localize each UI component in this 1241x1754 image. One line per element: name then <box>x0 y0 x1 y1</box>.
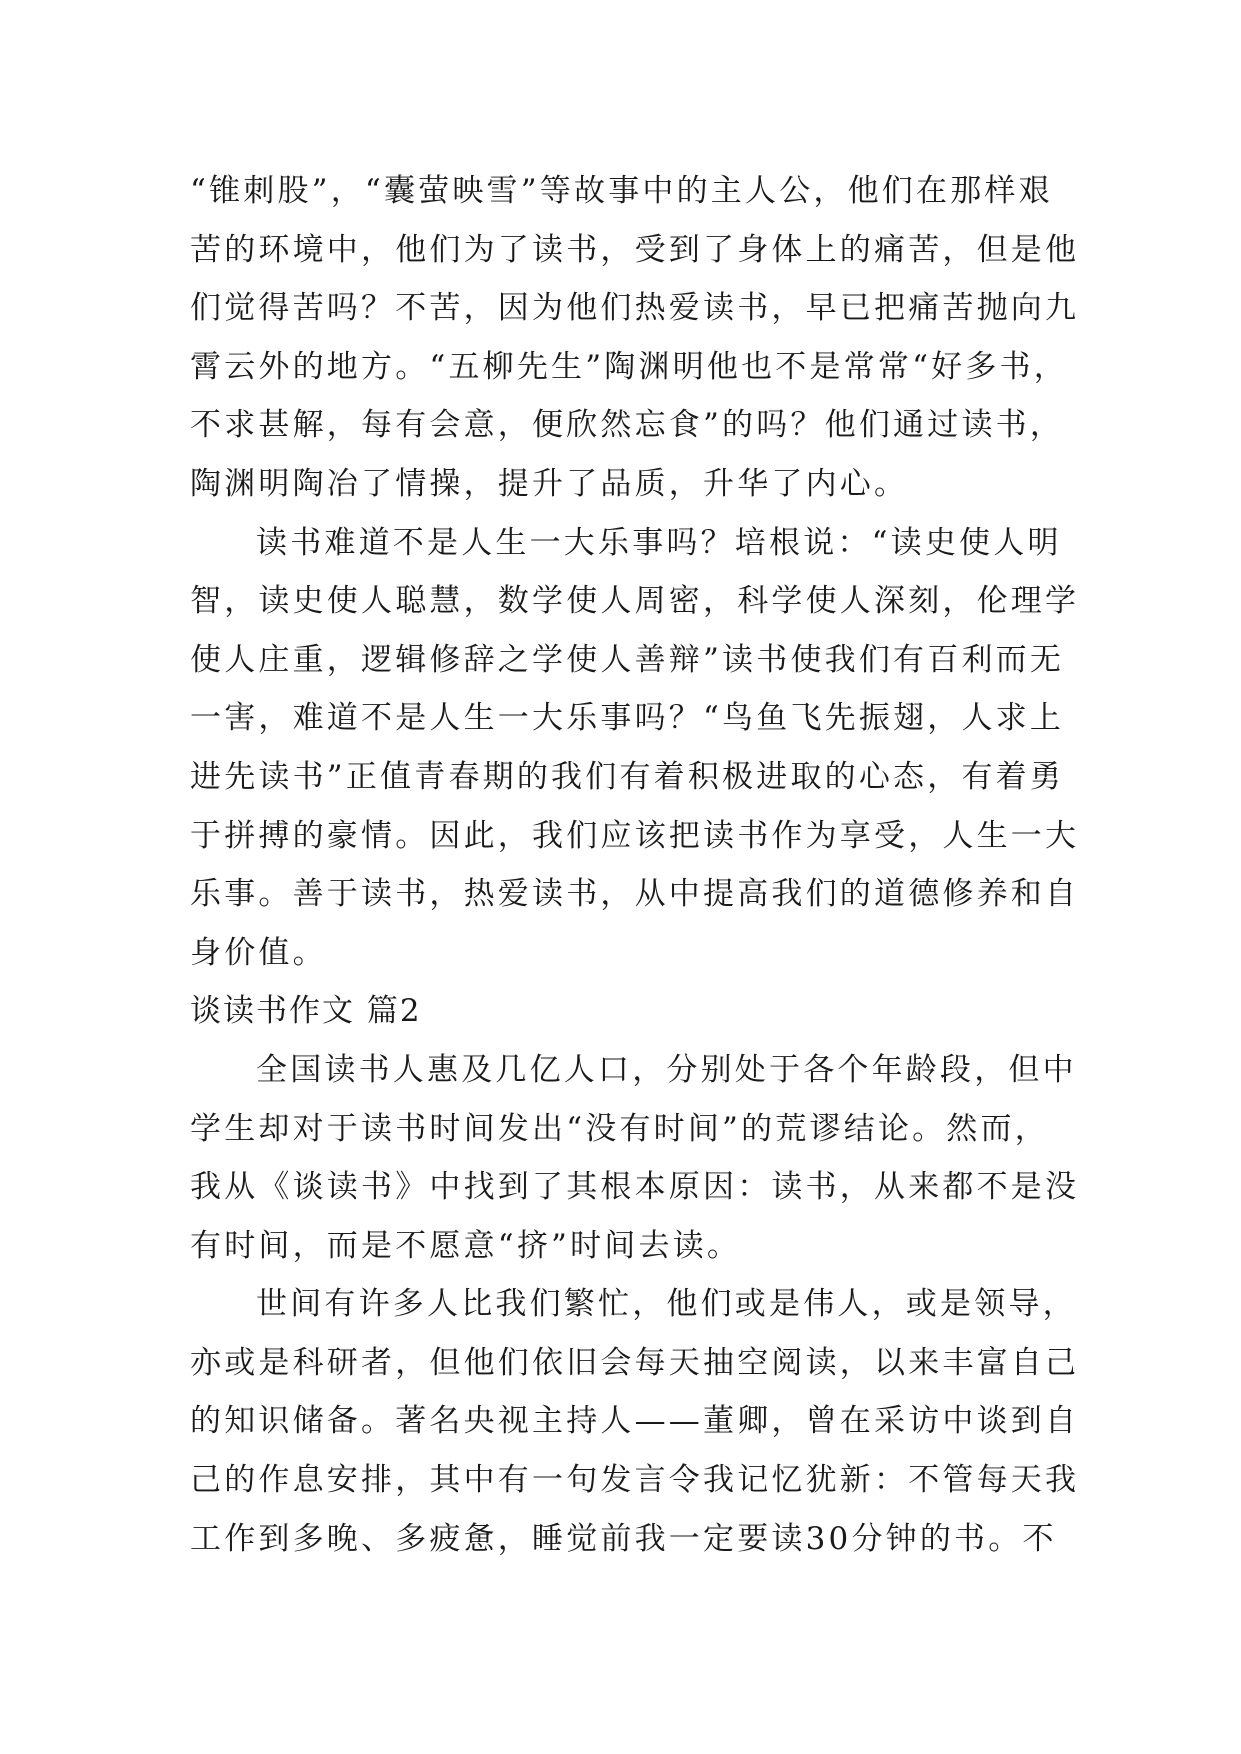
section-heading: 谈读书作文 篇2 <box>190 993 422 1030</box>
text-line: 霄云外的地方。“五柳先生”陶渊明他也不是常常“好多书， <box>190 348 1068 385</box>
text-line: 己的作息安排，其中有一句发言令我记忆犹新：不管每天我 <box>190 1462 1080 1499</box>
text-line: 进先读书”正值青春期的我们有着积极进取的心态，有着勇 <box>190 758 1065 795</box>
text-line: 身价值。 <box>190 934 327 971</box>
text-line: 使人庄重，逻辑修辞之学使人善辩”读书使我们有百利而无 <box>190 641 1065 678</box>
text-line: 我从《谈读书》中找到了其根本原因：读书，从来都不是没 <box>190 1169 1080 1206</box>
text-line: 学生却对于读书时间发出“没有时间”的荒谬结论。然而， <box>190 1110 1049 1147</box>
text-line: 苦的环境中，他们为了读书，受到了身体上的痛苦，但是他 <box>190 231 1080 268</box>
text-line: 有时间，而是不愿意“挤”时间去读。 <box>190 1227 742 1264</box>
text-line: 们觉得苦吗？不苦，因为他们热爱读书，早已把痛苦抛向九 <box>190 290 1080 327</box>
text-line: 不求甚解，每有会意，便欣然忘食”的吗？他们通过读书， <box>190 407 1065 444</box>
paragraph-first-line: 世间有许多人比我们繁忙，他们或是伟人，或是领导， <box>256 1286 1077 1323</box>
paragraph-first-line: 读书难道不是人生一大乐事吗？培根说：“读史使人明 <box>256 524 1062 561</box>
text-line: 于拼搏的豪情。因此，我们应该把读书作为享受，人生一大 <box>190 817 1080 854</box>
document-body <box>190 162 1080 1568</box>
text-line: 亦或是科研者，但他们依旧会每天抽空阅读，以来丰富自己 <box>190 1344 1080 1381</box>
text-line: 的知识储备。著名央视主持人——董卿，曾在采访中谈到自 <box>190 1403 1080 1440</box>
paragraph-first-line: 全国读书人惠及几亿人口，分别处于各个年龄段，但中 <box>256 1051 1077 1088</box>
text-line: 智，读史使人聪慧，数学使人周密，科学使人深刻，伦理学 <box>190 583 1080 620</box>
text-line: “锥刺股”，“囊萤映雪”等故事中的主人公，他们在那样艰 <box>190 173 1053 209</box>
text-line: 工作到多晚、多疲惫，睡觉前我一定要读30分钟的书。不 <box>190 1520 1057 1557</box>
text-line: 乐事。善于读书，热爱读书，从中提高我们的道德修养和自 <box>190 876 1080 913</box>
text-line: 陶渊明陶冶了情操，提升了品质，升华了内心。 <box>190 465 909 502</box>
text-line: 一害，难道不是人生一大乐事吗？“鸟鱼飞先振翅，人求上 <box>190 700 1065 737</box>
